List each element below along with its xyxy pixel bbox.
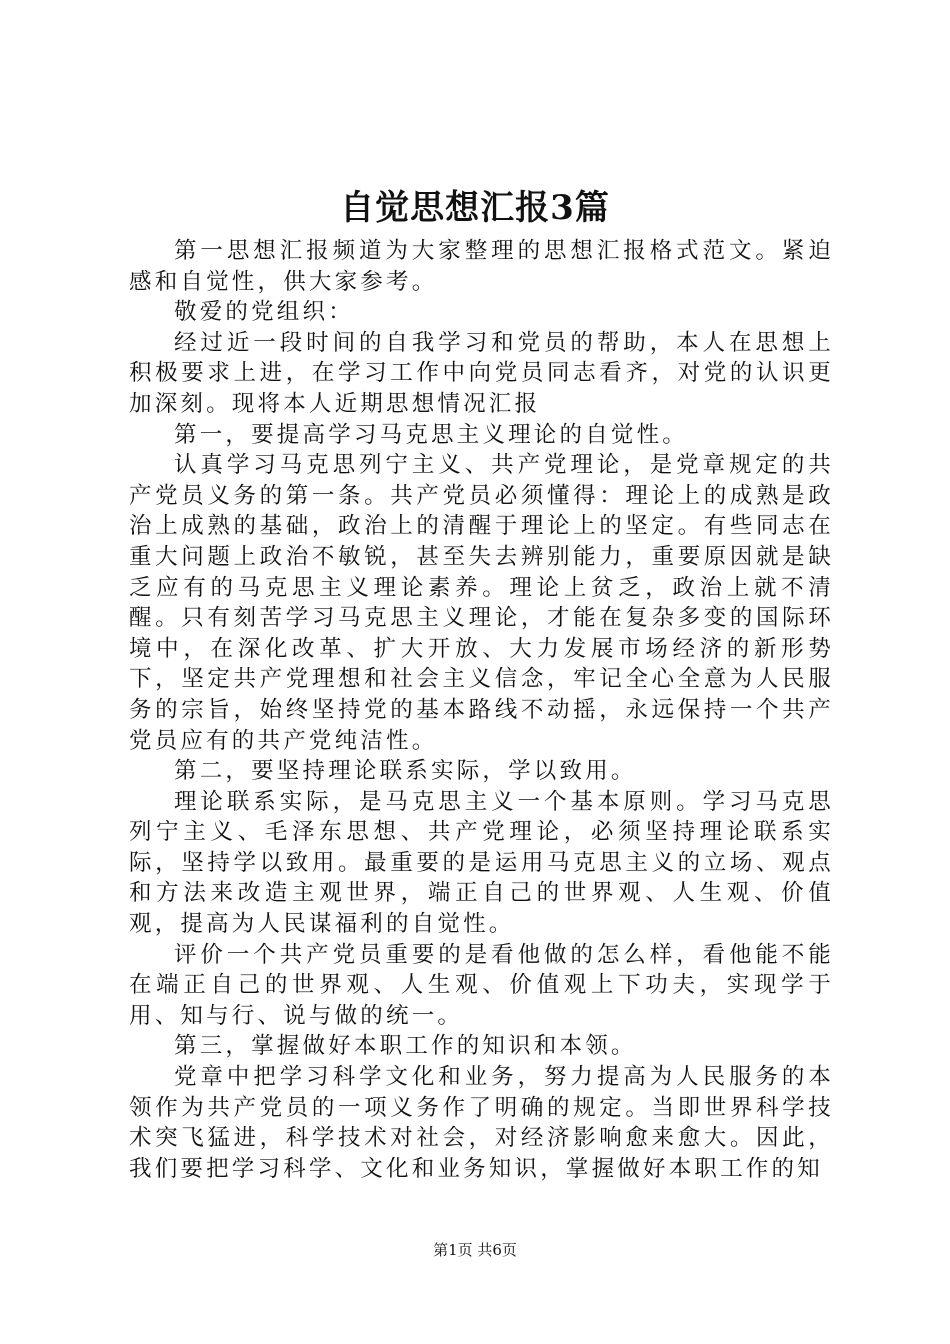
paragraph: 党章中把学习科学文化和业务，努力提高为人民服务的本领作为共产党员的一项义务作了明确的规定。当即世界科学技术突飞猛进，科学技术对社会，对经济影响愈来愈大。因此，我们要把学习科学、文化和业务知识，掌握做好本职工作的知 [129, 1064, 834, 1182]
section-heading: 第三，掌握做好本职工作的知识和本领。 [174, 1033, 637, 1060]
paragraph: 第一思想汇报频道为大家整理的思想汇报格式范文。紧迫感和自觉性，供大家参考。 [129, 238, 834, 295]
paragraph: 认真学习马克思列宁主义、共产党理论，是党章规定的共产党员义务的第一条。共产党员必须懂得：理论上的成熟是政治上成熟的基础，政治上的清醒于理论上的坚定。有些同志在重大问题上政治不敏锐，甚至失去辨别能力，重要原因就是缺乏应有的马克思主义理论素养。理论上贫乏，政治上就不清醒。只有刻苦学习马克思主义理论，才能在复杂多变的国际环境中，在深化改革、扩大开放、大力发展市场经济的新形势下，坚定共产党理想和社会主义信念，牢记全心全意为人民服务的宗旨，始终坚持党的基本路线不动摇，永远保持一个共产党员应有的共产党纯洁性。 [129, 452, 834, 754]
paragraph: 敬爱的党组织： [174, 299, 354, 326]
page-footer: 第1页 共6页 [433, 1241, 517, 1259]
document-title: 自觉思想汇报3篇 [340, 188, 610, 228]
document-body [129, 236, 834, 1184]
section-heading: 第二，要坚持理论联系实际，学以致用。 [174, 758, 637, 785]
paragraph: 理论联系实际，是马克思主义一个基本原则。学习马克思列宁主义、毛泽东思想、共产党理论，必须坚持理论联系实际，坚持学以致用。最重要的是运用马克思主义的立场、观点和方法来改造主观世界，端正自己的世界观、人生观、价值观，提高为人民谋福利的自觉性。 [129, 788, 834, 938]
paragraph: 经过近一段时间的自我学习和党员的帮助，本人在思想上积极要求上进，在学习工作中向党员同志看齐，对党的认识更加深刻。现将本人近期思想情况汇报 [129, 329, 834, 417]
paragraph: 评价一个共产党员重要的是看他做的怎么样，看他能不能在端正自己的世界观、人生观、价值观上下功夫，实现学于用、知与行、说与做的统一。 [129, 941, 834, 1029]
section-heading: 第一，要提高学习马克思主义理论的自觉性。 [174, 421, 689, 448]
